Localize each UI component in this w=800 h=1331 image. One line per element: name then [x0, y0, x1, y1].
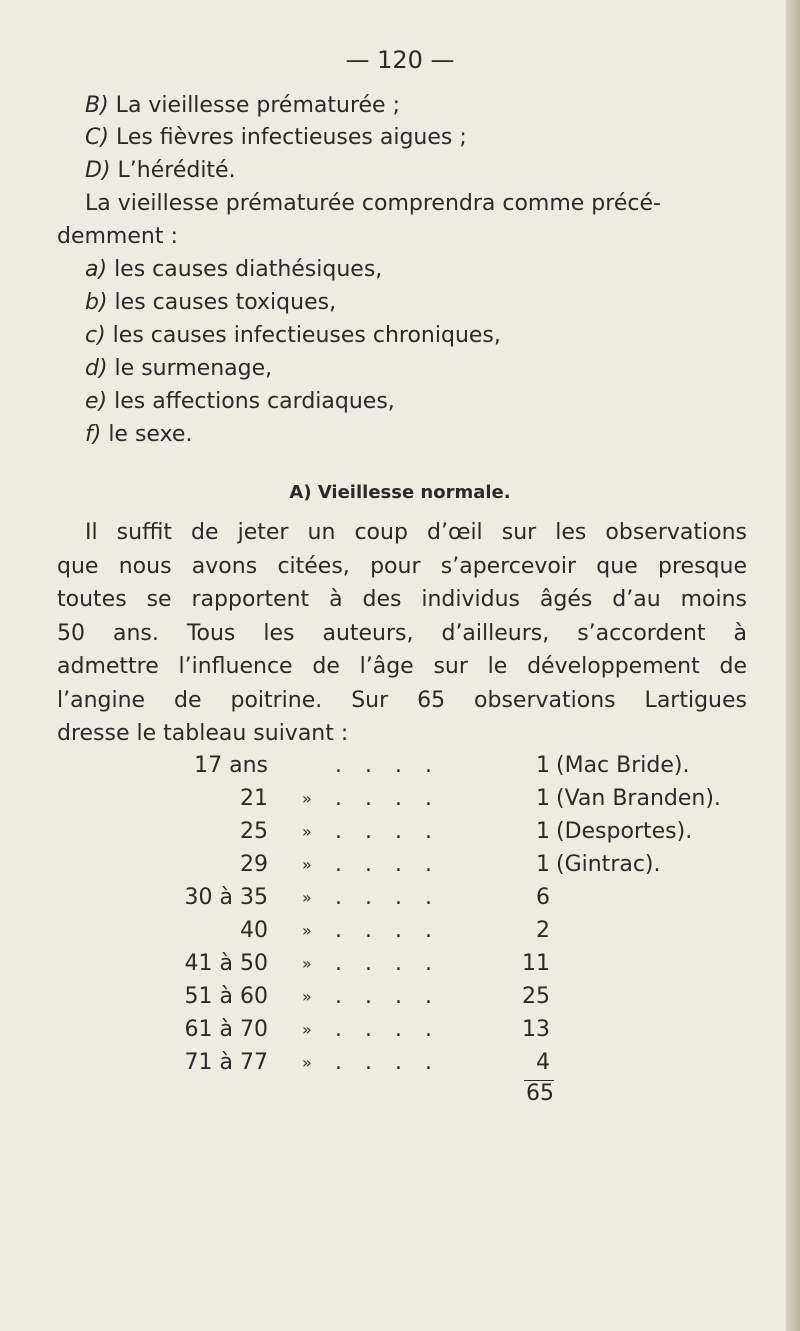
ditto-mark: »	[302, 921, 312, 940]
leader-dots: . . . .	[335, 885, 440, 910]
cause-text: le sexe.	[101, 422, 193, 447]
age-range: 40	[240, 918, 268, 943]
table-row	[0, 983, 800, 1011]
cause-b	[85, 289, 336, 317]
age-range: 41 à 50	[184, 951, 268, 976]
paragraph-line: toutes se rapportent à des individus âgés d’au moins	[57, 587, 747, 612]
cause-marker: c)	[85, 323, 106, 348]
table-row	[0, 950, 800, 978]
paragraph-line: dresse le tableau suivant :	[57, 721, 349, 746]
cause-marker: b)	[85, 290, 108, 315]
ditto-mark: »	[302, 954, 312, 973]
cause-marker: d)	[85, 356, 108, 381]
table-row	[0, 884, 800, 912]
table-row	[0, 785, 800, 813]
cause-d	[85, 355, 272, 383]
cause-marker: e)	[85, 389, 108, 414]
leader-dots: . . . .	[335, 918, 440, 943]
table-row	[0, 818, 800, 846]
ditto-mark: »	[302, 855, 312, 874]
case-count: 1	[536, 819, 550, 844]
item-marker: C)	[85, 125, 109, 150]
age-range: 21	[240, 786, 268, 811]
section-heading: A) Vieillesse normale.	[289, 482, 511, 503]
age-range: 17 ans	[194, 753, 268, 778]
age-range: 51 à 60	[184, 984, 268, 1009]
case-count: 6	[536, 885, 550, 910]
author-note: (Gintrac).	[556, 852, 661, 877]
ditto-mark: »	[302, 1053, 312, 1072]
page-edge	[786, 0, 800, 1331]
age-range: 25	[240, 819, 268, 844]
table-row	[0, 851, 800, 879]
age-range: 30 à 35	[184, 885, 268, 910]
case-count: 25	[522, 984, 550, 1009]
cause-c	[85, 322, 501, 350]
paragraph-line: Il suffit de jeter un coup d’œil sur les observations	[85, 520, 747, 545]
author-note: (Desportes).	[556, 819, 693, 844]
ditto-mark: »	[302, 789, 312, 808]
cause-text: les affections cardiaques,	[107, 389, 395, 414]
item-marker: B)	[85, 93, 109, 118]
cause-marker: a)	[85, 257, 108, 282]
leader-dots: . . . .	[335, 1017, 440, 1042]
page-number: — 120 —	[345, 46, 455, 74]
cause-e	[85, 388, 395, 416]
ditto-mark: »	[302, 987, 312, 1006]
cause-marker: f)	[85, 422, 102, 447]
item-b	[85, 92, 400, 120]
case-count: 1	[536, 852, 550, 877]
ditto-mark: »	[302, 1020, 312, 1039]
cause-text: les causes toxiques,	[107, 290, 337, 315]
case-count: 1	[536, 753, 550, 778]
case-count: 11	[522, 951, 550, 976]
age-range: 61 à 70	[184, 1017, 268, 1042]
paragraph-line: 50 ans. Tous les auteurs, d’ailleurs, s’accordent à	[57, 620, 747, 646]
table-row	[0, 1016, 800, 1044]
author-note: (Van Branden).	[556, 786, 721, 811]
paragraph-line: l’angine de poitrine. Sur 65 observations Lartigues	[57, 687, 747, 713]
paragraph	[57, 516, 747, 751]
paragraph-line: admettre l’influence de l’âge sur le développement de	[57, 654, 747, 679]
age-range: 29	[240, 852, 268, 877]
case-count: 13	[522, 1017, 550, 1042]
leader-dots: . . . .	[335, 984, 440, 1009]
cause-f	[85, 421, 192, 449]
leader-dots: . . . .	[335, 1050, 440, 1075]
cause-text: le surmenage,	[107, 356, 273, 381]
ditto-mark: »	[302, 822, 312, 841]
age-range: 71 à 77	[184, 1050, 268, 1075]
leader-dots: . . . .	[335, 852, 440, 877]
table-row	[0, 917, 800, 945]
intro-line-2: demment :	[57, 224, 178, 249]
leader-dots: . . . .	[335, 819, 440, 844]
item-text: Les fièvres infectieuses aigues ;	[108, 125, 467, 150]
paragraph-line: que nous avons citées, pour s’apercevoir que presque	[57, 553, 747, 579]
case-count: 4	[536, 1050, 550, 1075]
leader-dots: . . . .	[335, 951, 440, 976]
item-c	[85, 124, 467, 152]
cause-text: les causes infectieuses chroniques,	[105, 323, 501, 348]
item-text: La vieillesse prématurée ;	[108, 93, 400, 118]
author-note: (Mac Bride).	[556, 753, 690, 778]
case-count: 1	[536, 786, 550, 811]
intro-line-1: La vieillesse prématurée comprendra comme précé-	[85, 191, 661, 216]
leader-dots: . . . .	[335, 753, 440, 778]
case-count: 2	[536, 918, 550, 943]
cause-text: les causes diathésiques,	[107, 257, 383, 282]
ditto-mark: »	[302, 888, 312, 907]
table-row	[0, 752, 800, 780]
total-count: 65	[526, 1081, 554, 1106]
item-marker: D)	[85, 158, 111, 183]
leader-dots: . . . .	[335, 786, 440, 811]
item-d	[85, 157, 236, 185]
cause-a	[85, 256, 382, 284]
item-text: L’hérédité.	[110, 158, 236, 183]
table-row	[0, 1049, 800, 1077]
